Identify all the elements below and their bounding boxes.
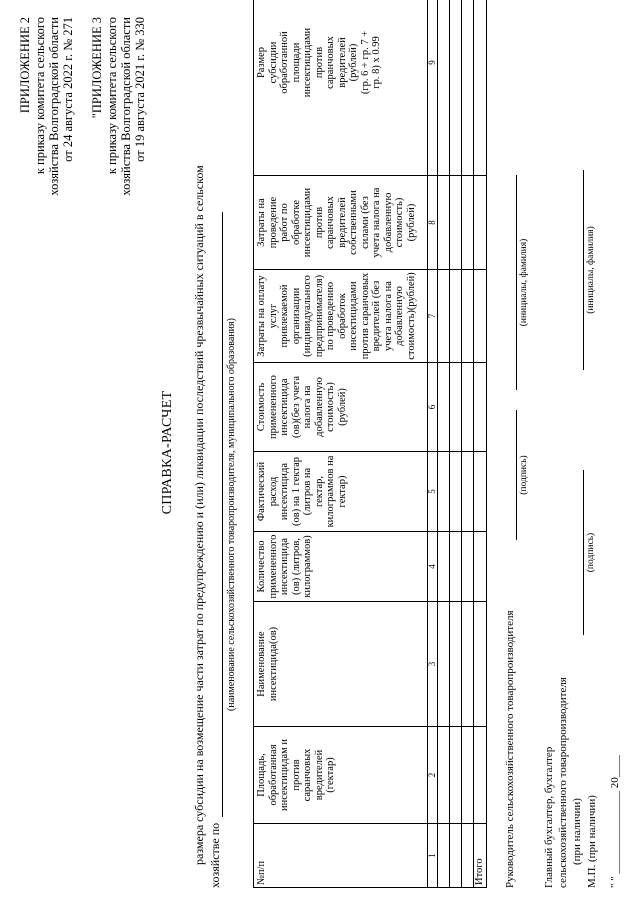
- calculation-table: [253, 0, 487, 888]
- accountant-initials-line: [583, 170, 584, 370]
- total-row: [474, 0, 487, 888]
- header-line: (рублей): [405, 203, 417, 242]
- header-line: (рублей): [336, 388, 348, 426]
- header-cell-rate: [254, 452, 428, 532]
- table-cell: [450, 0, 462, 176]
- table-cell: [462, 0, 474, 176]
- header-line: гектар,: [313, 475, 325, 508]
- subtitle-line: размера субсидии на возмещение части затрат по предупреждению и (или) ликвидации последствий чрезвычайных ситуаций в сельском: [192, 165, 206, 865]
- header-cell-cost: [254, 363, 428, 452]
- header-line: (рублей): [348, 43, 359, 82]
- head-signature-line: [516, 410, 517, 540]
- appendix-line: к приказу комитета сельского: [105, 17, 119, 175]
- total-label: Итого: [474, 824, 487, 888]
- table-cell: [474, 363, 487, 452]
- table-cell: [462, 363, 474, 452]
- accountant-label-3: (при наличии): [571, 798, 583, 865]
- head-initials-line: [516, 175, 517, 390]
- header-line: Затраты на: [256, 198, 267, 247]
- header-line: инсектицидами: [302, 27, 313, 98]
- table-cell: [462, 824, 474, 888]
- header-line: саранчовых: [325, 36, 336, 89]
- header-line: (индивидуального: [302, 275, 313, 357]
- header-line: инсектицида: [279, 537, 290, 596]
- column-number: 3: [428, 602, 438, 727]
- initials-caption: (инициалы, фамилия): [519, 238, 529, 327]
- header-line: (ов)(без учета: [290, 375, 302, 439]
- table-cell: [474, 176, 487, 270]
- header-line: силами (без: [359, 196, 371, 249]
- header-cell-number: [254, 824, 428, 888]
- header-line: Затраты на оплату: [256, 275, 267, 357]
- column-number: 5: [428, 452, 438, 532]
- column-number: 4: [428, 532, 438, 602]
- header-line: килограммов): [302, 535, 313, 598]
- appendix-number: ПРИЛОЖЕНИЕ 2: [18, 17, 32, 114]
- header-cell-services: [254, 270, 428, 363]
- table-cell: [450, 176, 462, 270]
- header-line: стоимость): [394, 197, 405, 248]
- table-cell: [450, 363, 462, 452]
- header-line: вредителей: [336, 197, 348, 248]
- header-line: расход: [267, 476, 279, 507]
- header-line: (ов) на 1 гектар: [290, 456, 302, 527]
- header-line: Количество: [256, 540, 267, 593]
- column-number: 6: [428, 363, 438, 452]
- table-cell: [474, 0, 487, 176]
- header-cell-insecticide-name: [254, 602, 428, 727]
- header-line: (гектар): [325, 757, 336, 793]
- header-line: собственными: [348, 190, 359, 255]
- column-number: 7: [428, 270, 438, 363]
- table-cell: [438, 824, 450, 888]
- header-line: инсектицидами: [348, 281, 359, 351]
- header-line: стоимость): [325, 382, 336, 432]
- header-cell-area: [254, 727, 428, 824]
- header-line: услуг: [267, 303, 279, 329]
- document-title: СПРАВКА-РАСЧЕТ: [160, 390, 175, 515]
- table-cell: [438, 176, 450, 270]
- header-line: против: [313, 46, 325, 79]
- column-number-row: [428, 0, 438, 888]
- header-line: по проведению: [325, 281, 336, 351]
- table-row: [462, 0, 474, 888]
- header-line: учета налога на: [371, 187, 382, 258]
- table-cell: [462, 452, 474, 532]
- table-header-row: [254, 0, 428, 888]
- header-line: килограммов на: [325, 455, 336, 528]
- header-line: вредителей: [313, 749, 325, 801]
- header-line: обработанной: [279, 31, 290, 94]
- signature-caption: (подпись): [586, 532, 596, 573]
- header-cell-quantity: [254, 532, 428, 602]
- header-line: организации: [290, 287, 302, 345]
- subtitle-caption: (наименование сельскохозяйственного товаропроизводителя, муниципального образования): [226, 318, 237, 711]
- table-cell: [438, 363, 450, 452]
- header-line: субсидии: [267, 41, 279, 84]
- header-line: проведение: [267, 196, 279, 249]
- table-cell: [474, 602, 487, 727]
- stamp-label: М.П. (при наличии): [586, 795, 598, 888]
- header-line: против: [290, 759, 302, 791]
- table-cell: [450, 452, 462, 532]
- header-line: обработок: [336, 293, 348, 339]
- appendix-line: хозяйства Волгоградской области: [119, 17, 133, 196]
- header-line: (литров на: [302, 467, 313, 516]
- table-cell: [438, 452, 450, 532]
- accountant-label-2: сельскохозяйственного товаропроизводителя: [557, 677, 569, 888]
- table-cell: [450, 602, 462, 727]
- table-cell: [474, 727, 487, 824]
- header-line: площади: [290, 42, 302, 83]
- header-line: Наименование: [256, 631, 267, 697]
- table-cell: [474, 270, 487, 363]
- table-cell: [438, 602, 450, 727]
- table-cell: [438, 532, 450, 602]
- table-cell: [450, 727, 462, 824]
- table-row: [450, 0, 462, 888]
- table-cell: [474, 532, 487, 602]
- table-cell: [462, 270, 474, 363]
- header-line: саранчовых: [302, 748, 313, 802]
- column-number: 9: [428, 0, 438, 176]
- header-line: налога на: [302, 385, 313, 429]
- table-row: [438, 0, 450, 888]
- header-line: инсектицидами: [302, 187, 313, 258]
- column-number: 2: [428, 727, 438, 824]
- name-underline: [222, 212, 223, 817]
- table-cell: [462, 727, 474, 824]
- header-line: вредителей (без: [371, 280, 382, 352]
- header-line: привлекаемой: [279, 284, 290, 348]
- header-line: обработанная: [267, 744, 279, 806]
- header-line: добавленную: [394, 286, 405, 346]
- table-cell: [450, 270, 462, 363]
- header-line: добавленную: [382, 192, 394, 253]
- header-cell-subsidy: [254, 0, 428, 176]
- appendix-previous-number: "ПРИЛОЖЕНИЕ 3: [90, 17, 104, 119]
- table-cell: [462, 602, 474, 727]
- header-line: саранчовых: [325, 196, 336, 249]
- table-cell: [462, 176, 474, 270]
- table-cell: [438, 0, 450, 176]
- subtitle-line-2: хозяйстве по: [208, 822, 222, 888]
- header-line: гр. 8) х 0.99: [371, 36, 382, 89]
- header-line: работ по: [279, 203, 290, 242]
- header-line: добавленную: [313, 377, 325, 437]
- header-line: вредителей: [336, 37, 348, 88]
- column-number: 8: [428, 176, 438, 270]
- appendix-date: от 24 августа 2022 г. № 271: [61, 17, 75, 162]
- header-line: гектар): [336, 475, 348, 508]
- header-line: инсектицидам и: [279, 739, 290, 811]
- header-cell-own-works: [254, 176, 428, 270]
- appendix-line: к приказу комитета сельского: [33, 17, 47, 175]
- header-line: Фактический: [256, 461, 267, 522]
- signature-caption: (подпись): [519, 455, 529, 495]
- header-line: обработке: [290, 199, 302, 246]
- column-number: 1: [428, 824, 438, 888]
- table-cell: [474, 452, 487, 532]
- header-line: инсектицида: [279, 462, 290, 521]
- header-line: против саранчовых: [359, 272, 371, 360]
- header-line: стоимость)(рублей): [405, 272, 417, 360]
- header-line: предпринимателя): [313, 274, 325, 358]
- header-line: против: [313, 206, 325, 239]
- initials-caption: (инициалы, фамилия): [586, 226, 596, 314]
- table-cell: [438, 270, 450, 363]
- header-line: (гр. 6 + гр. 7 +: [359, 30, 371, 95]
- table-cell: [450, 824, 462, 888]
- header-line: примененного: [267, 375, 279, 439]
- appendix-previous-date: от 19 августа 2021 г. № 330: [133, 17, 147, 162]
- accountant-signature-line: [583, 470, 584, 635]
- header-line: примененного: [267, 534, 279, 599]
- accountant-label: Главный бухгалтер, бухгалтер: [543, 746, 555, 888]
- header-line: (ов) (литров,: [290, 538, 302, 595]
- head-label: Руководитель сельскохозяйственного товаропроизводителя: [504, 610, 516, 888]
- table-cell: [438, 727, 450, 824]
- appendix-line: хозяйства Волгоградской области: [47, 17, 61, 196]
- header-line: инсектицида(ов): [267, 626, 279, 702]
- header-line: Стоимость: [256, 382, 267, 432]
- table-cell: [462, 532, 474, 602]
- header-line: №п/п: [256, 860, 267, 885]
- date-line: " " _______________ 20____: [609, 755, 621, 888]
- header-line: инсектицида: [279, 378, 290, 436]
- header-line: учета налога на: [382, 281, 394, 351]
- header-line: Размер: [256, 46, 267, 79]
- header-line: Площадь,: [256, 753, 267, 797]
- table-cell: [450, 532, 462, 602]
